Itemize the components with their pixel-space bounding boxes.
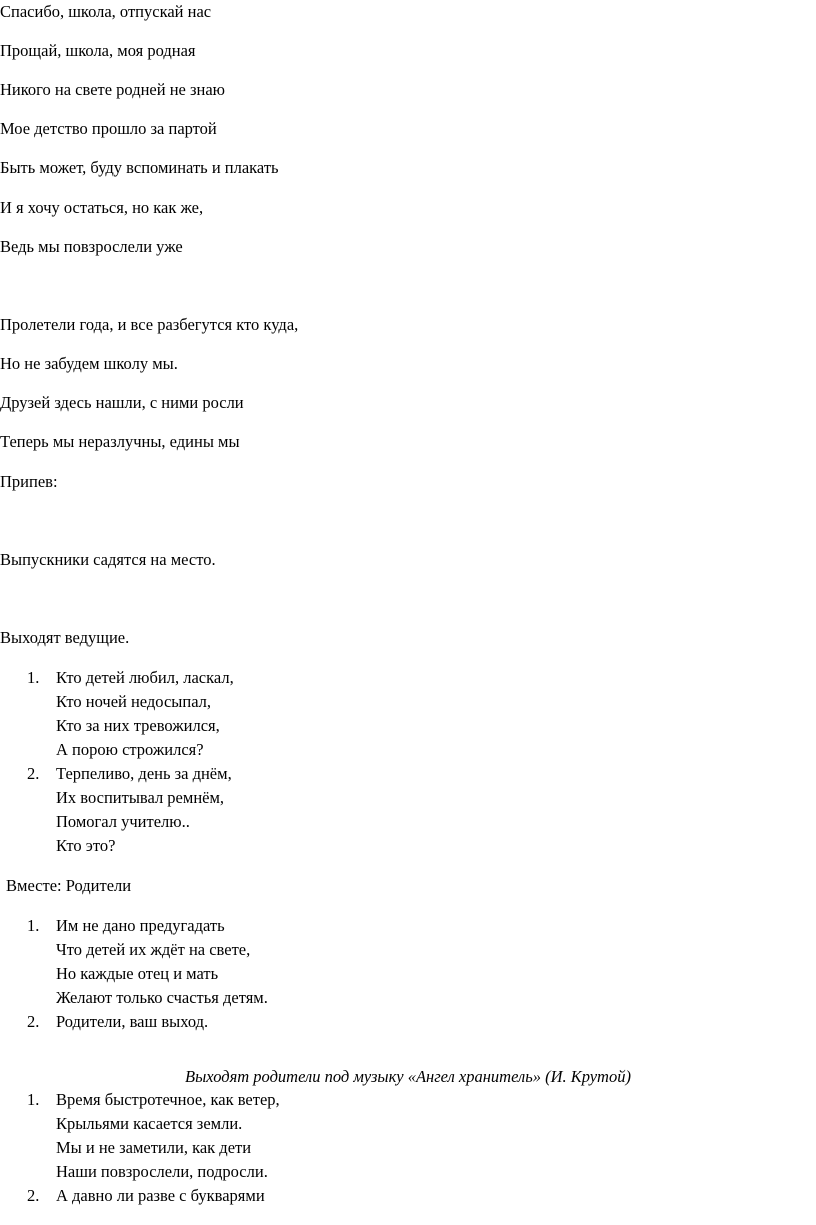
list-number: 1. [27, 668, 40, 687]
list-number: 1. [27, 916, 40, 935]
lyric-line: Теперь мы неразлучны, едины мы [0, 432, 240, 451]
lyric-line: Мое детство прошло за партой [0, 119, 217, 138]
list-item-line: Время быстротечное, как ветер, [56, 1090, 280, 1109]
lyric-line: Никого на свете родней не знаю [0, 80, 225, 99]
list-item-line: Желают только счастья детям. [56, 988, 268, 1007]
stage-direction: Выпускники садятся на место. [0, 550, 216, 569]
chorus-label: Припев: [0, 472, 58, 491]
list-item-line: Помогал учителю.. [56, 812, 190, 831]
list-number: 2. [27, 764, 40, 783]
lyric-line: Ведь мы повзрослели уже [0, 237, 183, 256]
list-number: 2. [27, 1186, 40, 1205]
list-item-line: Им не дано предугадать [56, 916, 225, 935]
list-item-line: Но каждые отец и мать [56, 964, 219, 983]
list-item-line: Мы и не заметили, как дети [56, 1138, 252, 1157]
list-item-line: Кто ночей недосыпал, [56, 692, 212, 711]
lyric-line: Прощай, школа, моя родная [0, 41, 196, 60]
list-item-line: Кто детей любил, ласкал, [56, 668, 234, 687]
list-item-line: Кто за них тревожился, [56, 716, 220, 735]
list-number: 1. [27, 1090, 40, 1109]
stage-direction: Выходят ведущие. [0, 628, 130, 647]
italic-stage-direction: Выходят родители под музыку «Ангел хранитель» (И. Крутой) [185, 1066, 631, 1086]
list-item-line: Кто это? [56, 836, 116, 855]
lyric-line: Друзей здесь нашли, с ними росли [0, 393, 244, 412]
list-item-line: Наши повзрослели, подросли. [56, 1162, 268, 1181]
list-item-line: А давно ли разве с букварями [56, 1186, 265, 1205]
list-number: 2. [27, 1012, 40, 1031]
list-item-line: Родители, ваш выход. [56, 1012, 209, 1031]
list-item-line: Что детей их ждёт на свете, [56, 940, 251, 959]
lyric-line: Но не забудем школу мы. [0, 354, 178, 373]
list-item-line: Их воспитывал ремнём, [56, 788, 225, 807]
lyric-line: Пролетели года, и все разбегутся кто куда, [0, 315, 299, 334]
list-item-line: Терпеливо, день за днём, [56, 764, 232, 783]
lyric-line: И я хочу остаться, но как же, [0, 198, 204, 217]
lyric-line: Быть может, буду вспоминать и плакать [0, 158, 279, 177]
lyric-line: Спасибо, школа, отпускай нас [0, 2, 212, 21]
list-item-line: Крыльями касается земли. [56, 1114, 243, 1133]
speaker-line: Вместе: Родители [6, 876, 132, 895]
list-item-line: А порою строжился? [56, 740, 204, 759]
